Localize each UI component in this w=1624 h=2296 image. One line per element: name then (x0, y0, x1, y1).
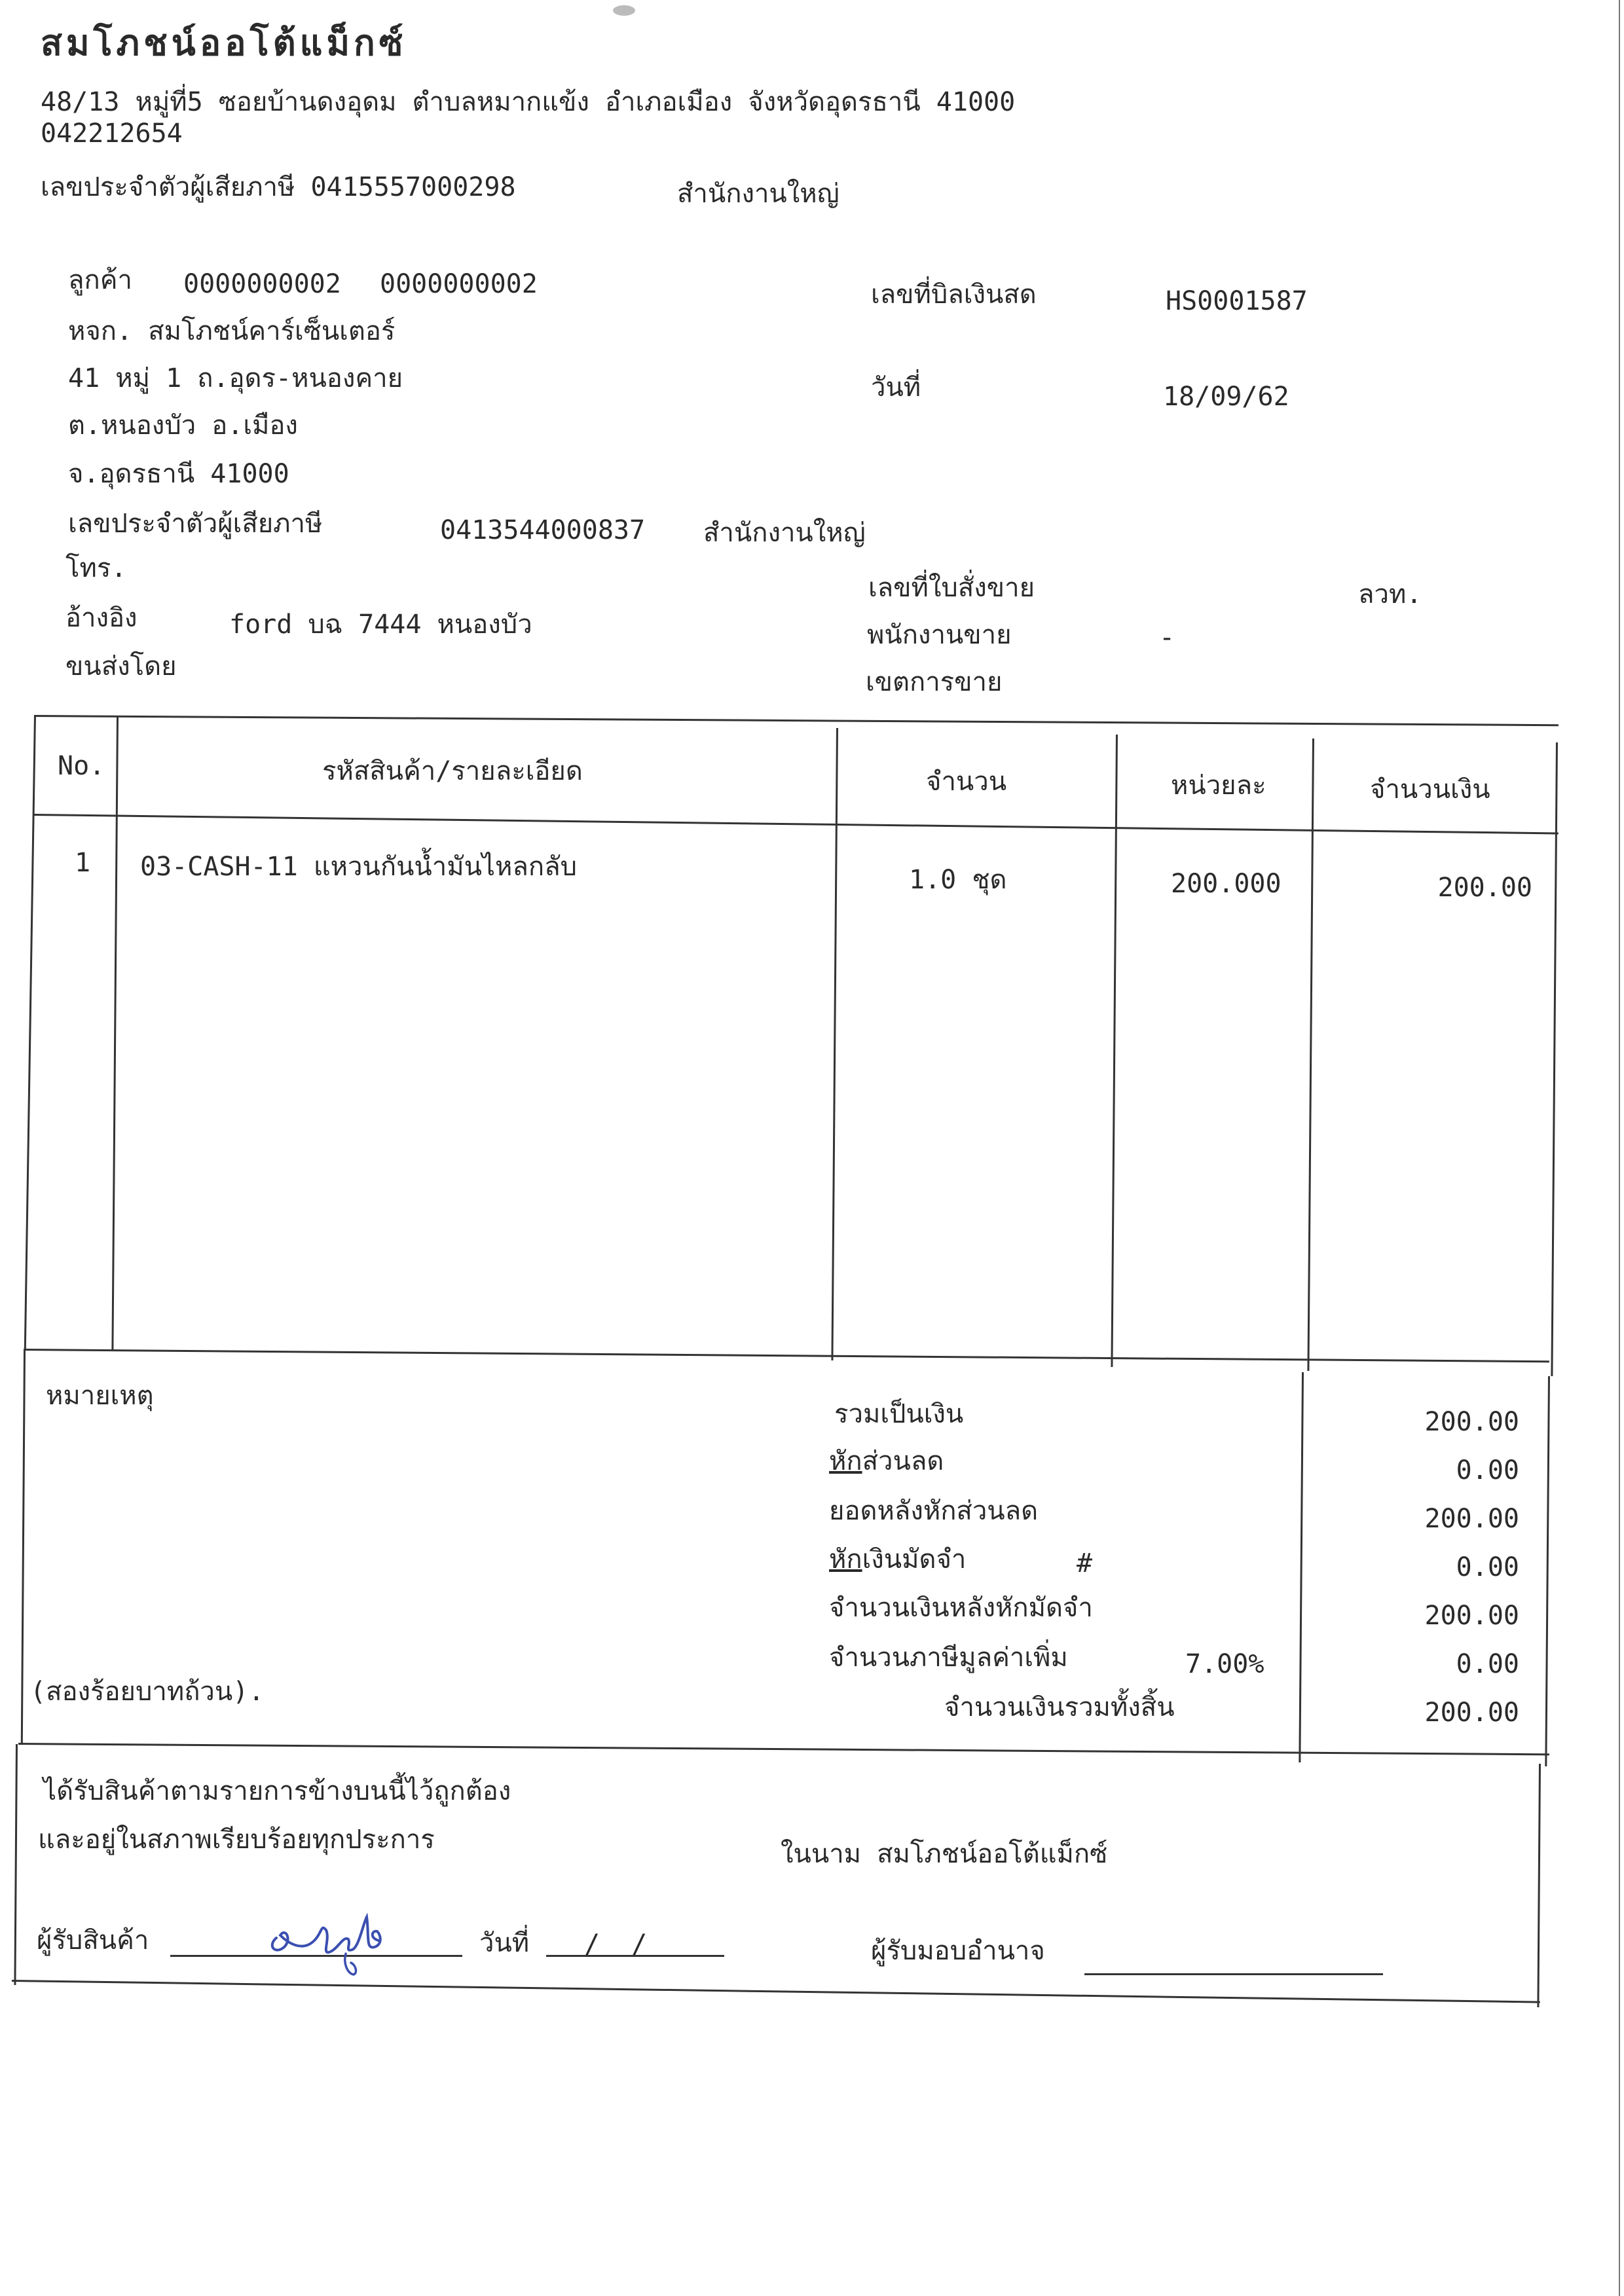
authorized-label: ผู้รับมอบอำนาจ (871, 1936, 1045, 1966)
header-amount: จำนวนเงิน (1370, 774, 1490, 805)
customer-tax-label: เลขประจำตัวผู้เสียภาษี (68, 509, 323, 539)
customer-code-1: 0000000002 (183, 269, 341, 299)
after-deposit-value: 200.00 (1424, 1601, 1519, 1631)
customer-name: หจก. สมโภชน์คาร์เซ็นเตอร์ (68, 316, 396, 346)
sales-order-label: เลขที่ใบสั่งขาย (868, 573, 1035, 603)
customer-address-2: ต.หนองบัว อ.เมือง (68, 410, 298, 441)
company-phone: 042212654 (41, 118, 183, 149)
salesperson-value: - (1159, 623, 1175, 653)
receive-date-label: วันที่ (479, 1928, 530, 1958)
vat-rate: 7.00% (1185, 1649, 1264, 1679)
deposit-label: หักเงินมัดจำ (829, 1544, 967, 1575)
salesperson-label: พนักงานขาย (867, 620, 1012, 650)
subtotal-label: รวมเป็นเงิน (834, 1399, 964, 1429)
deposit-value: 0.00 (1456, 1552, 1519, 1582)
grand-total-label: จำนวนเงินรวมทั้งสิ้น (944, 1692, 1175, 1722)
after-discount-value: 200.00 (1424, 1504, 1519, 1534)
vat-label: จำนวนภาษีมูลค่าเพิ่ม (829, 1643, 1068, 1673)
receive-date-slashes: / / (584, 1929, 655, 1959)
customer-ship-label: ขนส่งโดย (65, 651, 177, 682)
received-text-2: และอยู่ในสภาพเรียบร้อยทุกประการ (38, 1825, 435, 1855)
customer-ref-value: ford บฉ 7444 หนองบัว (229, 610, 532, 640)
deposit-hash: # (1077, 1548, 1093, 1578)
header-no: No. (58, 751, 105, 781)
row-description: 03-CASH-11 แหวนกันน้ำมันไหลกลับ (140, 852, 578, 882)
company-name: สมโภชน์ออโต้แม็กซ์ (41, 22, 407, 64)
customer-address-3: จ.อุดรธานี 41000 (68, 459, 289, 489)
row-quantity: 1.0 ชุด (909, 865, 1007, 895)
amount-in-words: (สองร้อยบาทถ้วน). (30, 1677, 265, 1707)
customer-code-2: 0000000002 (380, 269, 538, 299)
after-deposit-label: จำนวนเงินหลังหักมัดจำ (829, 1593, 1093, 1623)
receiver-label: ผู้รับสินค้า (37, 1925, 149, 1956)
discount-value: 0.00 (1456, 1455, 1519, 1485)
row-unit-price: 200.000 (1171, 869, 1282, 899)
customer-ref-label: อ้างอิง (65, 603, 138, 633)
customer-address-1: 41 หมู่ 1 ถ.อุดร-หนองคาย (68, 363, 403, 393)
remark-label: หมายเหตุ (46, 1381, 154, 1411)
bill-number: HS0001587 (1166, 286, 1308, 316)
on-behalf-text: ในนาม สมโภชน์ออโต้แม็กซ์ (781, 1839, 1108, 1869)
header-quantity: จำนวน (926, 767, 1007, 797)
row-amount: 200.00 (1437, 873, 1532, 903)
sales-order-value: ลวท. (1358, 579, 1422, 610)
customer-label: ลูกค้า (68, 265, 132, 295)
customer-branch: สำนักงานใหญ่ (703, 518, 866, 548)
after-discount-label: ยอดหลังหักส่วนลด (829, 1496, 1039, 1526)
company-branch: สำนักงานใหญ่ (677, 179, 840, 209)
header-description: รหัสสินค้า/รายละเอียด (322, 756, 583, 786)
row-no: 1 (75, 848, 91, 878)
customer-phone-label: โทร. (65, 553, 127, 583)
authorized-signature-line (1084, 1951, 1383, 1975)
discount-label: หักส่วนลด (829, 1446, 944, 1476)
scan-edge (1619, 0, 1620, 2296)
company-tax-id: เลขประจำตัวผู้เสียภาษี 0415557000298 (41, 172, 516, 202)
invoice-date-label: วันที่ (871, 373, 921, 403)
bill-number-label: เลขที่บิลเงินสด (871, 280, 1037, 310)
sales-zone-label: เขตการขาย (866, 667, 1003, 697)
received-text-1: ได้รับสินค้าตามรายการข้างบนนี้ไว้ถูกต้อง (43, 1776, 511, 1806)
vat-value: 0.00 (1456, 1649, 1519, 1679)
header-unit-price: หน่วยละ (1171, 771, 1266, 801)
company-address: 48/13 หมู่ที่5 ซอยบ้านดงอุดม ตำบลหมากแข้ง อำเภอเมือง จังหวัดอุดรธานี 41000 (41, 87, 1016, 117)
subtotal-value: 200.00 (1424, 1407, 1519, 1437)
scan-speck (613, 5, 635, 16)
invoice-date: 18/09/62 (1163, 382, 1289, 412)
grand-total-value: 200.00 (1424, 1698, 1519, 1728)
customer-tax-id: 0413544000837 (440, 515, 646, 545)
